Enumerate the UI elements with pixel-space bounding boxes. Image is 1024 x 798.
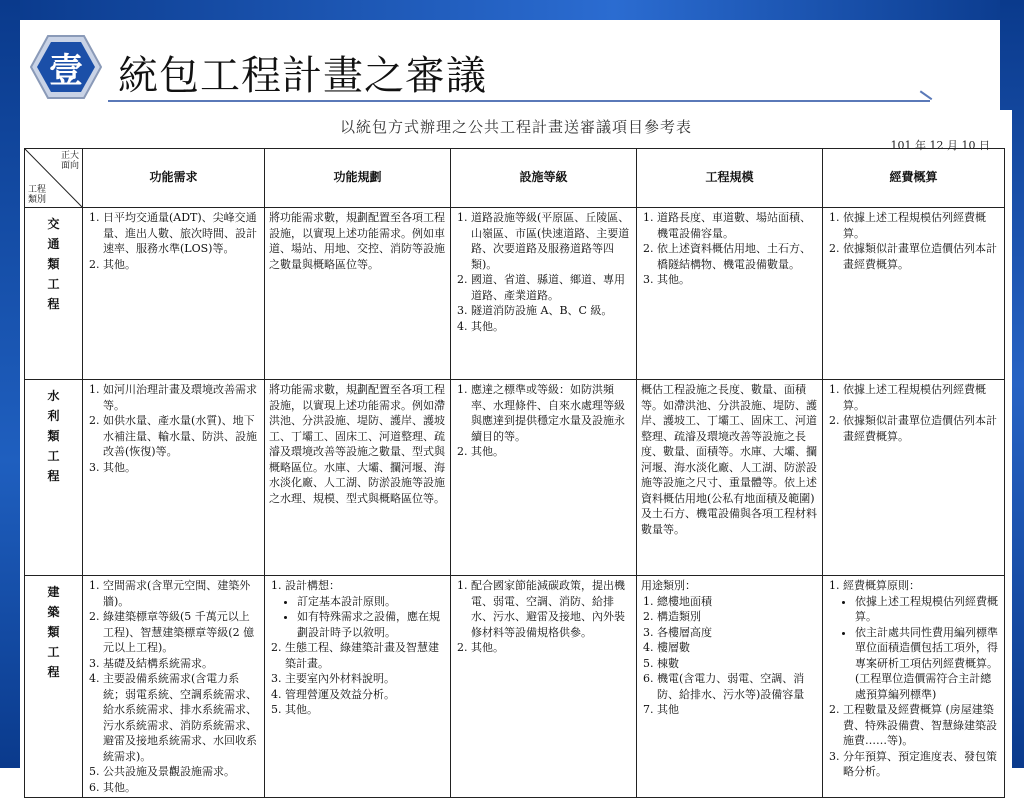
table-cell xyxy=(451,576,637,798)
list-item: 4. 其他。 xyxy=(471,319,632,335)
cell-text: 概估工程設施之長度、數量、面積等。如滯洪池、分洪設施、堤防、護岸、護坡工、丁壩工、固床工、河道整理、疏濬及環境改善等設施之長度、數量、面積等。水庫、大壩、攔河堰、海水淡化廠、人工湖、防淤設施等設施之尺寸、重量體等。依上述資料概估用地(公私有地面積及範圍)及土石方、機電設備與各項工程材料數量等。 xyxy=(641,383,817,536)
list-item: 3. 其他。 xyxy=(657,272,818,288)
category-char: 工 xyxy=(47,449,60,463)
table-cell xyxy=(83,208,265,380)
table-cell xyxy=(83,380,265,576)
table-cell xyxy=(823,380,1005,576)
column-header: 經費概算 xyxy=(823,149,1005,208)
list-item: 2. 生態工程、綠建築計畫及智慧建築計畫。 xyxy=(285,640,446,671)
list-item: 1. 如河川治理計畫及環境改善需求等。 xyxy=(103,382,260,413)
list-item: 4. 樓層數 xyxy=(657,640,818,656)
list-item: 4. 主要設備系統需求(含電力系統；弱電系統、空調系統需求、給水系統需求、排水系統需求、污水系統需求、消防系統需求、避雷及接地系統需求、水回收系統需求)。 xyxy=(103,671,260,764)
list-item: 2. 其他。 xyxy=(471,640,632,656)
list-item: 1. 依據上述工程規模估列經費概算。 xyxy=(843,210,1000,241)
sub-item: • 如有特殊需求之設備，應在規劃設計時予以敘明。 xyxy=(297,609,446,640)
list-item: 5. 棟數 xyxy=(657,656,818,672)
list-item: 2. 其他。 xyxy=(103,257,260,273)
list-item xyxy=(285,578,446,640)
list-item: 2. 工程數量及經費概算 (房屋建築費、特殊設備費、智慧綠建築設施費……等)。 xyxy=(843,702,1000,749)
list-item: 2. 國道、省道、縣道、鄉道、專用道路、產業道路。 xyxy=(471,272,632,303)
corner-top-label-a: 正大 xyxy=(60,151,79,161)
list-item: 3. 其他。 xyxy=(103,460,260,476)
category-char: 築 xyxy=(47,605,60,619)
list-item: 6. 其他。 xyxy=(103,780,260,796)
list-item: 6. 機電(含電力、弱電、空調、消防、給排水、污水等)設備容量 xyxy=(657,671,818,702)
table-row xyxy=(25,208,1005,380)
slide-frame-top xyxy=(0,0,1024,20)
list-item: 3. 隧道消防設施 A、B、C 級。 xyxy=(471,303,632,319)
category-char: 程 xyxy=(47,665,60,679)
list-item: 2. 依據類似計畫單位造價估列本計畫經費概算。 xyxy=(843,241,1000,272)
corner-top-label-b: 面向 xyxy=(60,161,79,171)
category-char: 類 xyxy=(47,625,60,639)
cell-text: 將功能需求數，規劃配置至各項工程設施，以實現上述功能需求。例如車道、場站、用地、交控、消防等設施之數量與概略區位等。 xyxy=(269,211,445,271)
cell-heading: 用途類別： xyxy=(641,579,696,592)
corner-bottom-label-a: 工程 xyxy=(28,185,47,195)
table-cell xyxy=(637,208,823,380)
category-char: 程 xyxy=(47,297,60,311)
list-item: 3. 分年預算、預定進度表、發包策略分析。 xyxy=(843,749,1000,780)
category-char: 水 xyxy=(47,389,60,403)
sub-item: • 依據上述工程規模估列經費概算。 xyxy=(855,594,1000,625)
list-item: 2. 依上述資料概估用地、土石方、橋隧結構物、機電設備數量。 xyxy=(657,241,818,272)
cell-text: 將功能需求數，規劃配置至各項工程設施，以實現上述功能需求。例如滯洪池、分洪設施、堤防、護岸、護坡工、丁壩工、固床工、河道整理、疏濬及環境改善等設施之數量、型式與概略區位。水庫、大壩、攔河堰、海水淡化廠、人工湖、防淤設施等設施之水理、規模、型式與概略區位等。 xyxy=(269,383,445,505)
list-item: 1. 道路長度、車道數、場站面積、機電設備容量。 xyxy=(657,210,818,241)
category-char: 建 xyxy=(47,585,60,599)
category-char: 類 xyxy=(47,429,60,443)
list-item: 5. 公共設施及景觀設施需求。 xyxy=(103,764,260,780)
table-cell xyxy=(823,576,1005,798)
category-char: 工 xyxy=(47,645,60,659)
table-cell xyxy=(265,576,451,798)
page-title: 統包工程計畫之審議 xyxy=(118,53,487,99)
table-cell xyxy=(265,208,451,380)
category-cell xyxy=(25,380,83,576)
sub-item: • 依主計處共同性費用編列標準單位面積造價包括工項外，得專案研析工項估列經費概算。(工程單位造價需符合主計總處預算編列標準) xyxy=(855,625,1000,703)
list-item: 1. 道路設施等級(平原區、丘陵區、山嶺區、市區(快速道路、主要道路、次要道路及服務道路等四類)。 xyxy=(471,210,632,272)
list-item: 1. 日平均交通量(ADT)、尖峰交通量、進出人數、旅次時間、設計速率、服務水準(LOS)等。 xyxy=(103,210,260,257)
list-item: 3. 主要室內外材料說明。 xyxy=(285,671,446,687)
category-char: 利 xyxy=(47,409,60,423)
sub-item: • 訂定基本設計原則。 xyxy=(297,594,446,610)
category-char: 交 xyxy=(47,217,60,231)
section-badge: 壹 xyxy=(49,50,83,91)
list-item: 2. 其他。 xyxy=(471,444,632,460)
category-cell xyxy=(25,576,83,798)
table-cell xyxy=(451,208,637,380)
column-header: 功能需求 xyxy=(83,149,265,208)
review-items-table xyxy=(24,148,1005,798)
table-corner-cell xyxy=(25,149,83,208)
table-cell xyxy=(637,576,823,798)
corner-bottom-label-b: 類別 xyxy=(28,195,47,205)
list-item-text: 經費概算原則： xyxy=(843,579,920,592)
category-cell xyxy=(25,208,83,380)
category-char: 類 xyxy=(47,257,60,271)
list-item: 1. 依據上述工程規模估列經費概算。 xyxy=(843,382,1000,413)
table-row xyxy=(25,576,1005,798)
list-item: 1. 空間需求(含單元空間、建築外牆)。 xyxy=(103,578,260,609)
column-header: 功能規劃 xyxy=(265,149,451,208)
list-item: 2. 依據類似計畫單位造價估列本計畫經費概算。 xyxy=(843,413,1000,444)
list-item: 3. 各樓層高度 xyxy=(657,625,818,641)
list-item: 3. 基礎及結構系統需求。 xyxy=(103,656,260,672)
category-char: 程 xyxy=(47,469,60,483)
category-char: 工 xyxy=(47,277,60,291)
table-cell xyxy=(83,576,265,798)
list-item: 2. 構造類別 xyxy=(657,609,818,625)
document-date: 101 年 12 月 10 日 xyxy=(890,139,990,152)
list-item: 2. 綠建築標章等級(5 千萬元以上工程)、智慧建築標章等級(2 億元以上工程)。 xyxy=(103,609,260,656)
column-header: 設施等級 xyxy=(451,149,637,208)
list-item: 7. 其他 xyxy=(657,702,818,718)
list-item: 1. 應達之標準或等級：如防洪頻率、水理條件、自來水處理等級與應達到提供穩定水量及設施永續目的等。 xyxy=(471,382,632,444)
list-item: 4. 管理營運及效益分析。 xyxy=(285,687,446,703)
arrow-icon xyxy=(912,90,933,111)
title-underline xyxy=(108,100,930,102)
reference-document xyxy=(20,110,1012,794)
table-cell xyxy=(451,380,637,576)
table-header-row xyxy=(25,149,1005,208)
table-cell xyxy=(265,380,451,576)
list-item xyxy=(843,578,1000,702)
table-row xyxy=(25,380,1005,576)
table-cell xyxy=(823,208,1005,380)
column-header: 工程規模 xyxy=(637,149,823,208)
document-title: 以統包方式辦理之公共工程計畫送審議項目參考表 xyxy=(339,118,692,136)
list-item: 1. 總樓地面積 xyxy=(657,594,818,610)
table-cell xyxy=(637,380,823,576)
list-item: 5. 其他。 xyxy=(285,702,446,718)
list-item: 2. 如供水量、產水量(水質)、地下水補注量、輸水量、防洪、設施改善(恢復)等。 xyxy=(103,413,260,460)
category-char: 通 xyxy=(47,237,60,251)
slide-frame-left xyxy=(0,0,20,768)
list-item-text: 設計構想： xyxy=(285,579,340,592)
list-item: 1. 配合國家節能減碳政策，提出機電、弱電、空調、消防、給排水、污水、避雷及接地、內外裝修材料等設備規格供參。 xyxy=(471,578,632,640)
